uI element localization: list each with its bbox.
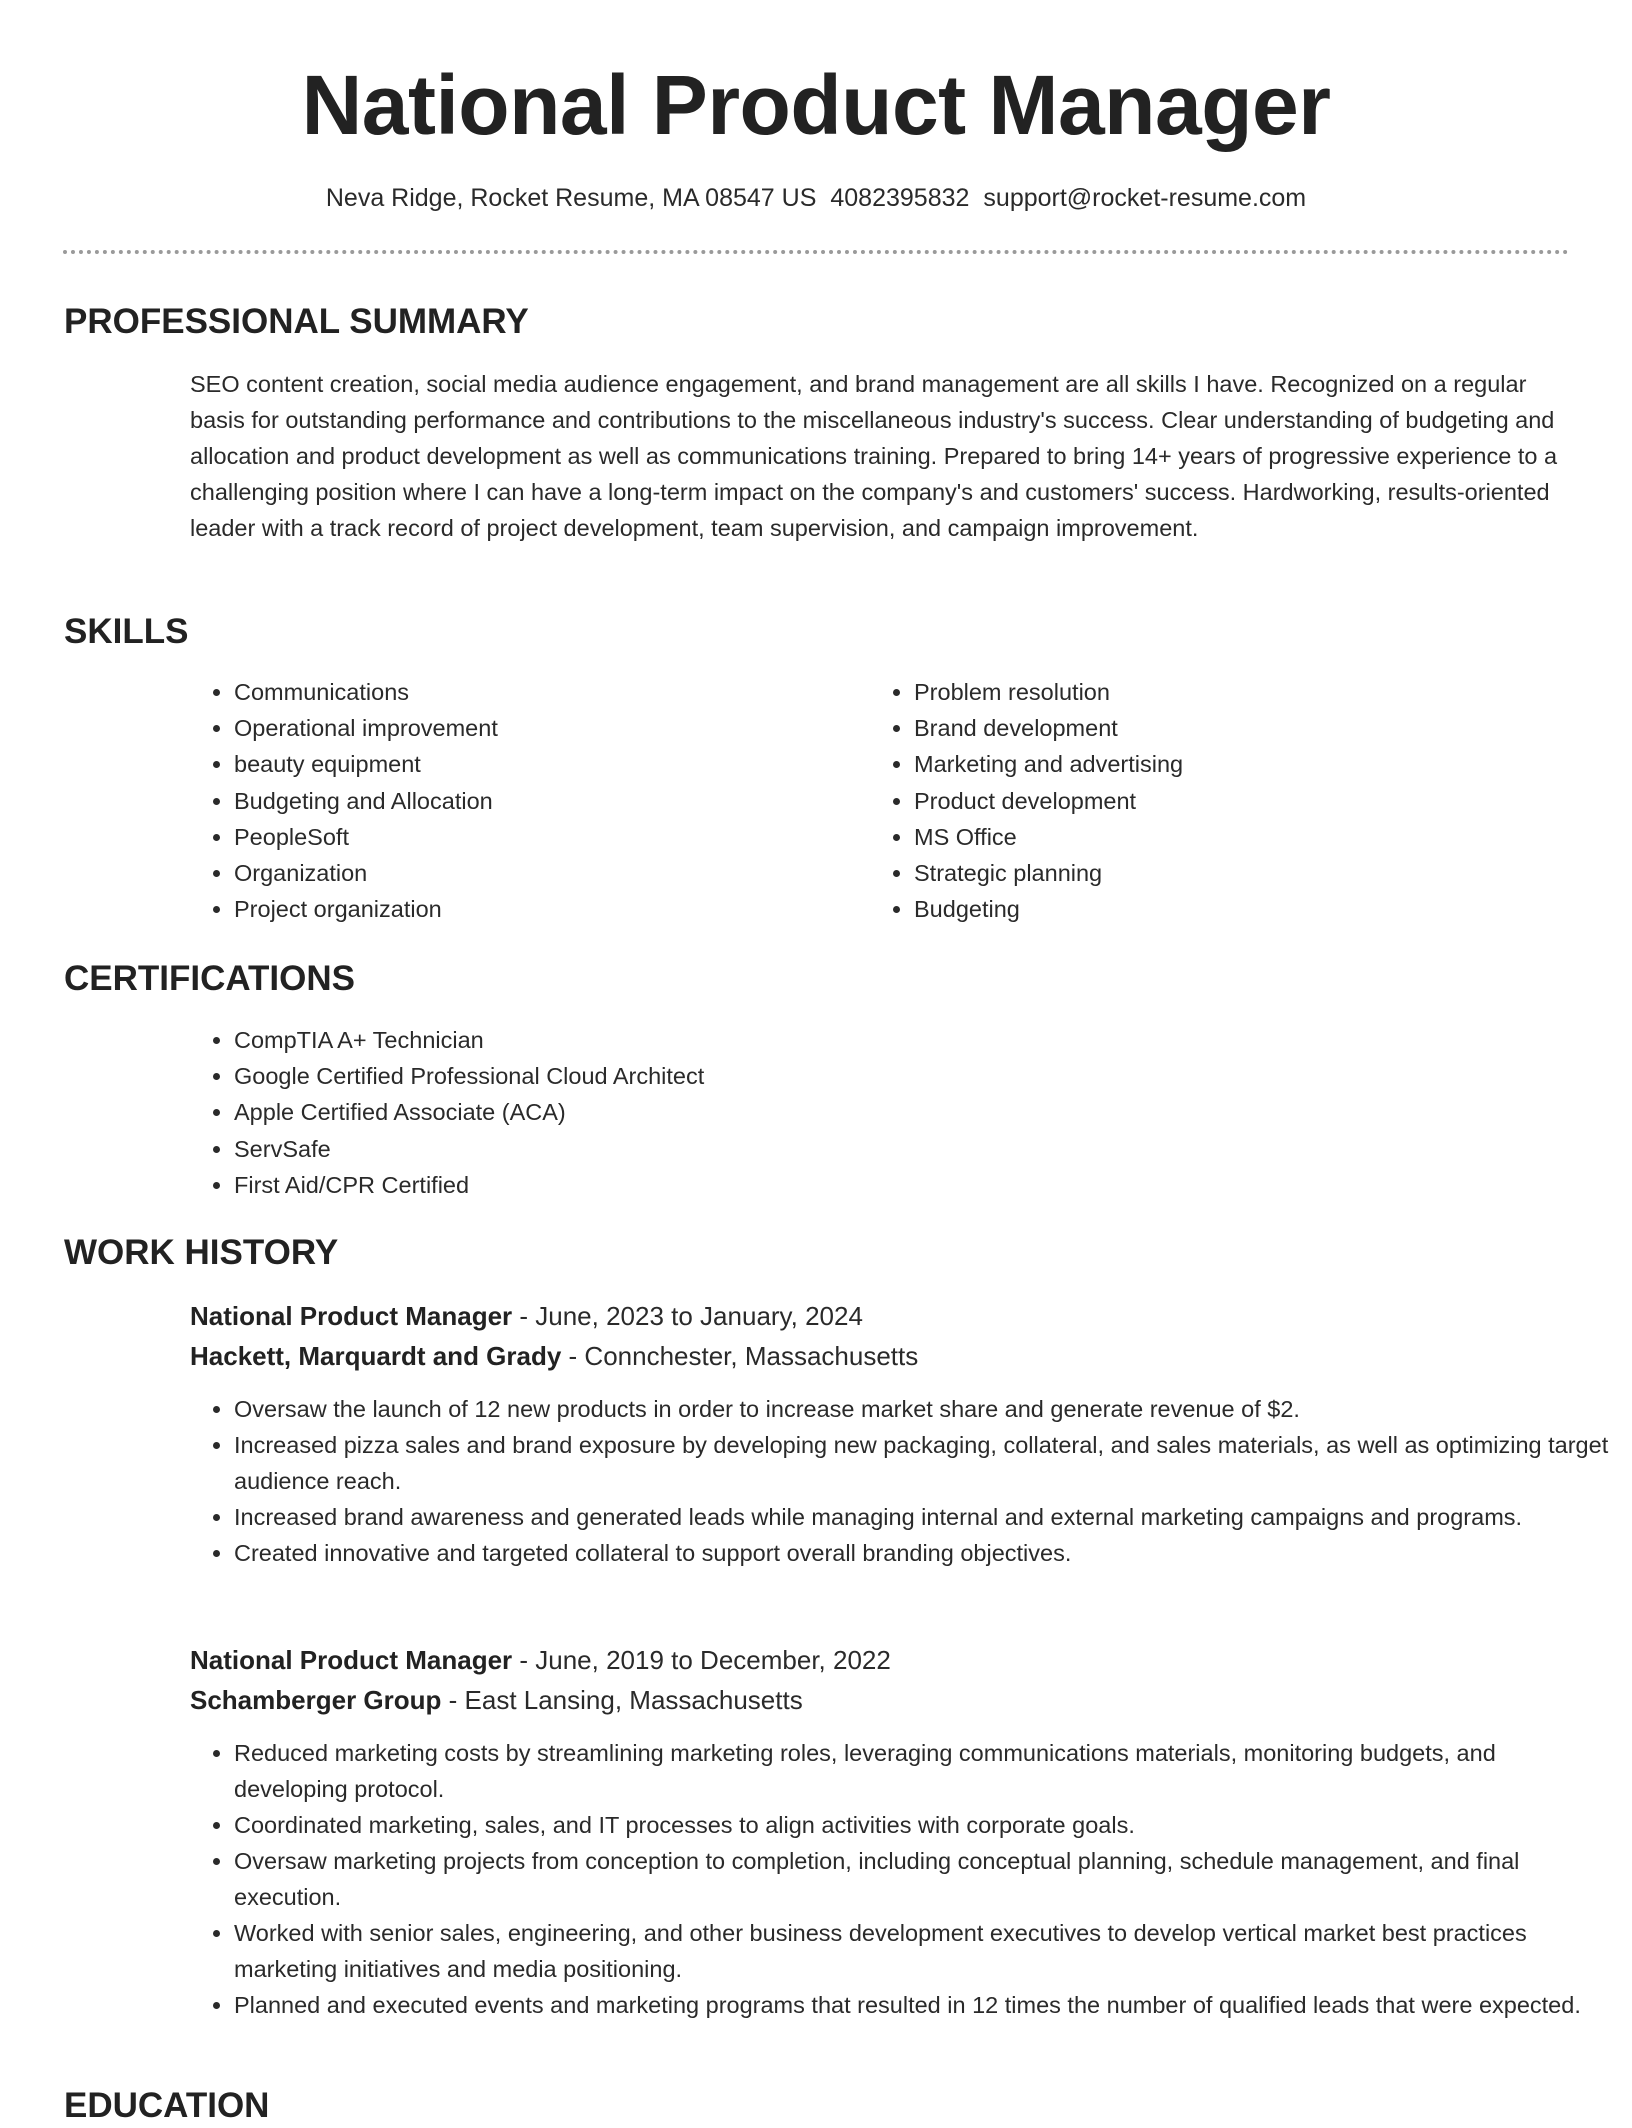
job-dates: - June, 2023 to January, 2024: [512, 1301, 863, 1331]
job-duties-list: [190, 1735, 1614, 2023]
duty-item: • Coordinated marketing, sales, and IT processes to align activities with corporate goals.: [234, 1807, 1614, 1843]
certification-item: • Google Certified Professional Cloud Architect: [234, 1058, 1534, 1094]
duty-item: • Increased pizza sales and brand exposure by developing new packaging, collateral, and sales materials, as well as optimizing target audience reach.: [234, 1427, 1614, 1499]
certifications-list: [190, 1022, 1534, 1203]
skill-item: • Brand development: [914, 710, 1514, 746]
job-dates: - June, 2019 to December, 2022: [512, 1645, 891, 1675]
duty-item: • Increased brand awareness and generated leads while managing internal and external marketing campaigns and programs.: [234, 1499, 1614, 1535]
certifications-heading: CERTIFICATIONS: [64, 959, 356, 998]
job-title-line: [190, 1298, 863, 1334]
skills-list-right: [870, 674, 1514, 927]
work-history-heading: WORK HISTORY: [64, 1233, 339, 1272]
duty-item: • Reduced marketing costs by streamlining marketing roles, leveraging communications materials, monitoring budgets, and developing protocol.: [234, 1735, 1614, 1807]
duty-item: • Planned and executed events and marketing programs that resulted in 12 times the number of qualified leads that were expected.: [234, 1987, 1614, 2023]
certification-item: • CompTIA A+ Technician: [234, 1022, 1534, 1058]
job-duties-list: [190, 1391, 1614, 1571]
skill-item: • Product development: [914, 783, 1514, 819]
contact-email[interactable]: support@rocket-resume.com: [983, 184, 1307, 212]
duty-item: • Oversaw marketing projects from conception to completion, including conceptual planning, schedule management, and final execution.: [234, 1843, 1614, 1915]
skill-item: • Budgeting: [914, 891, 1514, 927]
skill-item: • Operational improvement: [234, 710, 834, 746]
summary-text: SEO content creation, social media audience engagement, and brand management are all skills I have. Recognized on a regular basis for outstanding performance and contributions to the miscellaneous industry's success. Clear understanding of budgeting and allocation and product development as well as communications training. Prepared to bring 14+ years of progressive experience to a challenging position where I can have a long-term impact on the company's and customers' success. Hardworking, results-oriented leader with a track record of project development, team supervision, and campaign improvement.: [190, 371, 1558, 541]
job-company: Hackett, Marquardt and Grady: [190, 1341, 562, 1371]
skill-item: • Communications: [234, 674, 834, 710]
job-company-line: [190, 1682, 803, 1718]
summary-heading: PROFESSIONAL SUMMARY: [64, 302, 529, 341]
skill-item: • Problem resolution: [914, 674, 1514, 710]
education-heading: EDUCATION: [64, 2086, 270, 2125]
contact-address: Neva Ridge, Rocket Resume, MA 08547 US: [325, 184, 817, 212]
skill-item: • Strategic planning: [914, 855, 1514, 891]
duty-item: • Worked with senior sales, engineering, and other business development executives to develop vertical market best practices marketing initiatives and media positioning.: [234, 1915, 1614, 1987]
skill-item: • Project organization: [234, 891, 834, 927]
job-location: - East Lansing, Massachusetts: [441, 1685, 803, 1715]
job-role: National Product Manager: [190, 1645, 513, 1675]
skill-item: • PeopleSoft: [234, 819, 834, 855]
certification-item: • First Aid/CPR Certified: [234, 1167, 1534, 1203]
job-company: Schamberger Group: [190, 1685, 442, 1715]
candidate-name: National Product Manager: [301, 58, 1331, 152]
skills-heading: SKILLS: [64, 612, 189, 651]
contact-phone: 4082395832: [830, 184, 970, 212]
skill-item: • MS Office: [914, 819, 1514, 855]
certification-item: • Apple Certified Associate (ACA): [234, 1094, 1534, 1130]
job-location: - Connchester, Massachusetts: [561, 1341, 919, 1371]
skill-item: • Marketing and advertising: [914, 746, 1514, 782]
job-role: National Product Manager: [190, 1301, 513, 1331]
job-title-line: [190, 1642, 891, 1678]
skill-item: • Organization: [234, 855, 834, 891]
skill-item: • beauty equipment: [234, 746, 834, 782]
skill-item: • Budgeting and Allocation: [234, 783, 834, 819]
header-divider: [63, 250, 1569, 254]
duty-item: • Oversaw the launch of 12 new products in order to increase market share and generate revenue of $2.: [234, 1391, 1614, 1427]
contact-line: [0, 180, 1632, 216]
duty-item: • Created innovative and targeted collateral to support overall branding objectives.: [234, 1535, 1614, 1571]
skills-list-left: [190, 674, 834, 927]
job-company-line: [190, 1338, 918, 1374]
certification-item: • ServSafe: [234, 1131, 1534, 1167]
